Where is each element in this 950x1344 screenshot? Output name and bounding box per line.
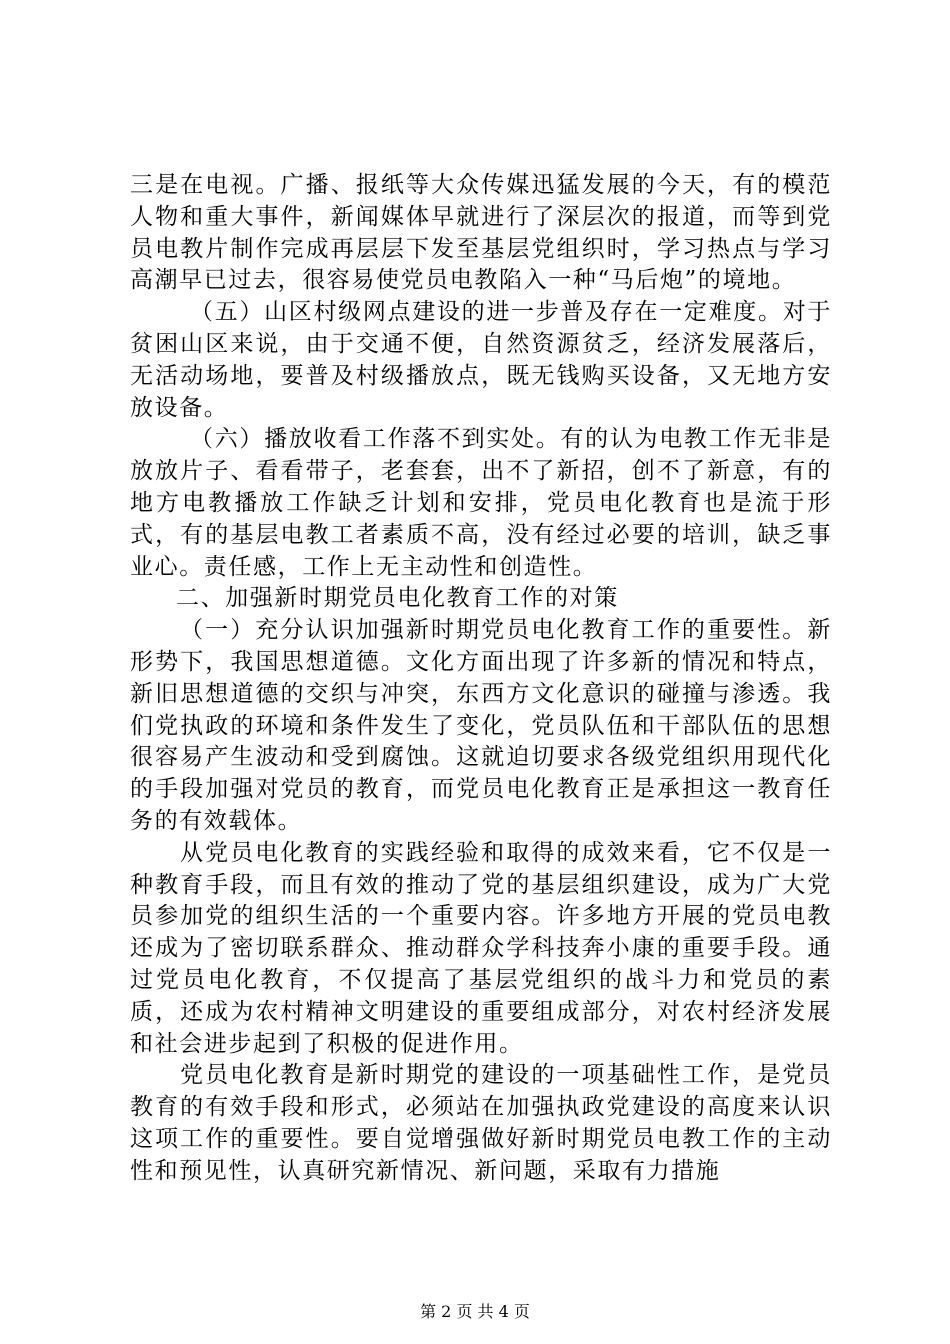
paragraph-point-five: （五）山区村级网点建设的进一步普及存在一定难度。对于贫困山区来说，由于交通不便，自然资源贫乏，经济发展落后，无活动场地，要普及村级播放点，既无钱购买设备，又无地方安放设备。 [130,299,832,421]
section-heading-countermeasures: 二、加强新时期党员电化教育工作的对策 [176,585,619,612]
paragraph-point-six: （六）播放收看工作落不到实处。有的认为电教工作无非是放放片子、看看带子，老套套，出不了新招，创不了新意，有的地方电教播放工作缺乏计划和安排，党员电化教育也是流于形式，有的基层电教工者素质不高，没有经过必要的培训，缺乏事业心。责任感，工作上无主动性和创造性。 [130,426,832,580]
page-footer: 第 2 页 共 4 页 [420,1302,530,1321]
document-body [130,170,832,1188]
paragraph-practice-experience: 从党员电化教育的实践经验和取得的成效来看，它不仅是一种教育手段，而且有效的推动了党的基层组织建设，成为广大党员参加党的组织生活的一个重要内容。许多地方开展的党员电教还成为了密切联系群众、推动群众学科技奔小康的重要手段。通过党员电化教育，不仅提高了基层党组织的战斗力和党员的素质，还成为农村精神文明建设的重要组成部分，对农村经济发展和社会进步起到了积极的促进作用。 [130,839,832,1057]
paragraph-tv-media: 三是在电视。广播、报纸等大众传媒迅猛发展的今天，有的模范人物和重大事件，新闻媒体早就进行了深层次的报道，而等到党员电教片制作完成再层层下发至基层党组织时，学习热点与学习高潮早已过去，很容易使党员电教陷入一种“马后炮”的境地。 [130,172,832,294]
paragraph-countermeasure-one: （一）充分认识加强新时期党员电化教育工作的重要性。新形势下，我国思想道德。文化方面出现了许多新的情况和特点，新旧思想道德的交织与冲突，东西方文化意识的碰撞与渗透。我们党执政的环境和条件发生了变化，党员队伍和干部队伍的思想很容易产生波动和受到腐蚀。这就迫切要求各级党组织用现代化的手段加强对党员的教育，而党员电化教育正是承担这一教育任务的有效载体。 [130,617,832,834]
paragraph-basic-work: 党员电化教育是新时期党的建设的一项基础性工作，是党员教育的有效手段和形式，必须站在加强执政党建设的高度来认识这项工作的重要性。要自觉增强做好新时期党员电教工作的主动性和预见性，认真研究新情况、新问题，采取有力措施 [130,1062,832,1184]
